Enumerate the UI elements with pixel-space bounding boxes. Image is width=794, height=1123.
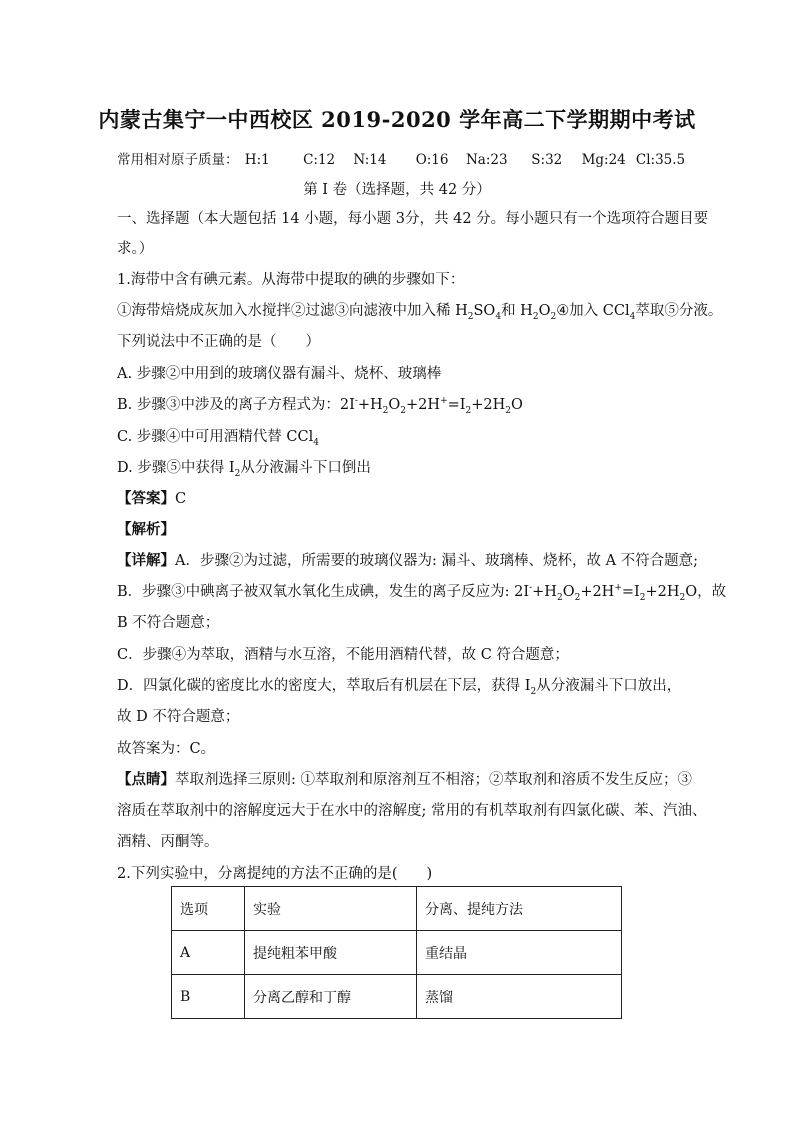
table-cell: 分离乙醇和丁醇 [245,975,417,1019]
instructions-line: 一、选择题（本大题包括 14 小题，每小题 3分，共 42 分。每小题只有一个选项符合题目要 [117,211,709,227]
detail-label: 【详解】 [117,552,175,569]
mass-item: C:12 [303,152,336,168]
text: B. 步骤③中涉及的离子方程式为：2I [117,397,355,413]
text: 萃取剂选择三原则: ①萃取剂和原溶剂互不相溶；②萃取剂和溶质不发生反应；③ [175,772,692,788]
text: +2H [471,397,506,413]
tip-line [117,768,692,789]
subscript: 2 [400,405,407,416]
mass-item: O:16 [415,152,449,168]
table-row [172,975,622,1019]
table-cell: B [172,975,245,1019]
text: O，故 [685,584,727,600]
text: =I [447,397,466,413]
instructions-line: 求。） [117,241,154,257]
text: SO [473,303,496,319]
detail-d [117,674,681,697]
table-header-row [172,887,622,931]
atomic-masses [117,148,685,168]
option-b [117,393,523,416]
text: 萃取⑤分液。 [635,303,723,319]
subscript: 2 [532,311,539,322]
text: B．步骤③中碘离子被双氧水氧化生成碘，发生的离子反应为: 2I [117,584,530,600]
detail-b [117,580,726,603]
text: +2H [645,584,680,600]
superscript: - [354,396,358,407]
superscript: - [529,583,533,594]
text: O [511,397,523,413]
superscript: + [440,396,448,407]
text: O [538,303,551,319]
subscript: 2 [530,686,537,697]
subscript: 2 [465,405,472,416]
question-1-stem: 1.海带中含有碘元素。从海带中提取的碘的步骤如下： [117,272,465,288]
subscript: 2 [679,592,686,603]
question-1-steps [117,299,722,322]
detail-c: C．步骤④为萃取，酒精与水互溶，不能用酒精代替，故 C 符合题意； [117,647,569,663]
text: 从分液漏斗下口倒出 [240,460,371,476]
answer-line [117,487,186,508]
table-cell: 蒸馏 [417,975,622,1019]
mass-item: Mg:24 [581,152,626,168]
text: D. 步骤⑤中获得 I [117,460,235,476]
option-d [117,456,371,479]
subscript: 2 [505,405,511,416]
text: ①海带焙烧成灰加入水搅拌②过滤③向滤液中加入稀 H [117,303,468,319]
subscript: 2 [550,311,557,322]
subscript: 4 [313,437,319,448]
mass-item: S:32 [531,152,563,168]
tip-line: 酒精、丙酮等。 [117,834,219,850]
text: =I [621,584,640,600]
subscript: 2 [639,592,646,603]
analysis-label: 【解析】 [117,521,175,538]
table-cell: A [172,931,245,975]
text: +H [357,397,383,413]
subscript: 4 [629,311,636,322]
answer-value: C [175,491,187,507]
text: A．步骤②为过滤，所需要的玻璃仪器为: 漏斗、玻璃棒、烧杯，故 A 不符合题意; [175,553,699,569]
text: +H [532,584,557,600]
table-header: 选项 [172,887,245,931]
text: 从分液漏斗下口放出， [536,678,682,694]
detail-d-cont: 故 D 不符合题意； [117,709,240,725]
superscript: + [614,583,622,594]
option-a: A. 步骤②中用到的玻璃仪器有漏斗、烧杯、玻璃棒 [117,366,442,382]
table-header: 分离、提纯方法 [417,887,622,931]
final-answer: 故答案为：C。 [117,741,216,757]
subscript: 2 [467,311,474,322]
detail-b-cont: B 不符合题意； [117,615,220,631]
subscript: 2 [382,405,389,416]
detail-a [117,549,698,570]
text: D．四氯化碳的密度比水的密度大，萃取后有机层在下层，获得 I [117,678,531,694]
subscript: 2 [574,592,581,603]
table-cell: 提纯粗苯甲酸 [245,931,417,975]
mass-item: N:14 [353,152,387,168]
option-c [117,425,319,448]
subscript: 2 [234,468,241,479]
answer-label: 【答案】 [117,490,175,507]
question-1-prompt: 下列说法中不正确的是（ ） [117,334,320,350]
text: +2H [406,397,441,413]
text: O [388,397,401,413]
mass-item: Na:23 [465,152,508,168]
exam-title: 内蒙古集宁一中西校区 2019-2020 学年高二下学期期中考试 [98,107,696,132]
subscript: 4 [495,311,502,322]
text: +2H [580,584,615,600]
subscript: 2 [556,592,563,603]
text: ④加入 CCl [556,303,630,319]
text: O [562,584,575,600]
tip-line: 溶质在萃取剂中的溶解度远大于在水中的溶解度; 常用的有机萃取剂有四氯化碳、苯、汽油、 [117,803,707,819]
text: 和 H [501,303,533,319]
separation-table [171,886,622,1019]
section-heading: 第 I 卷（选择题，共 42 分） [303,182,491,198]
table-row [172,931,622,975]
table-cell: 重结晶 [417,931,622,975]
question-2-stem: 2.下列实验中，分离提纯的方法不正确的是( ) [117,866,433,882]
text: C. 步骤④中可用酒精代替 CCl [117,429,314,445]
tip-label: 【点睛】 [117,771,175,788]
table-header: 实验 [245,887,417,931]
mass-item: H:1 [244,152,270,168]
mass-item: Cl:35.5 [635,152,686,168]
atomic-masses-label: 常用相对原子质量： [117,152,239,168]
